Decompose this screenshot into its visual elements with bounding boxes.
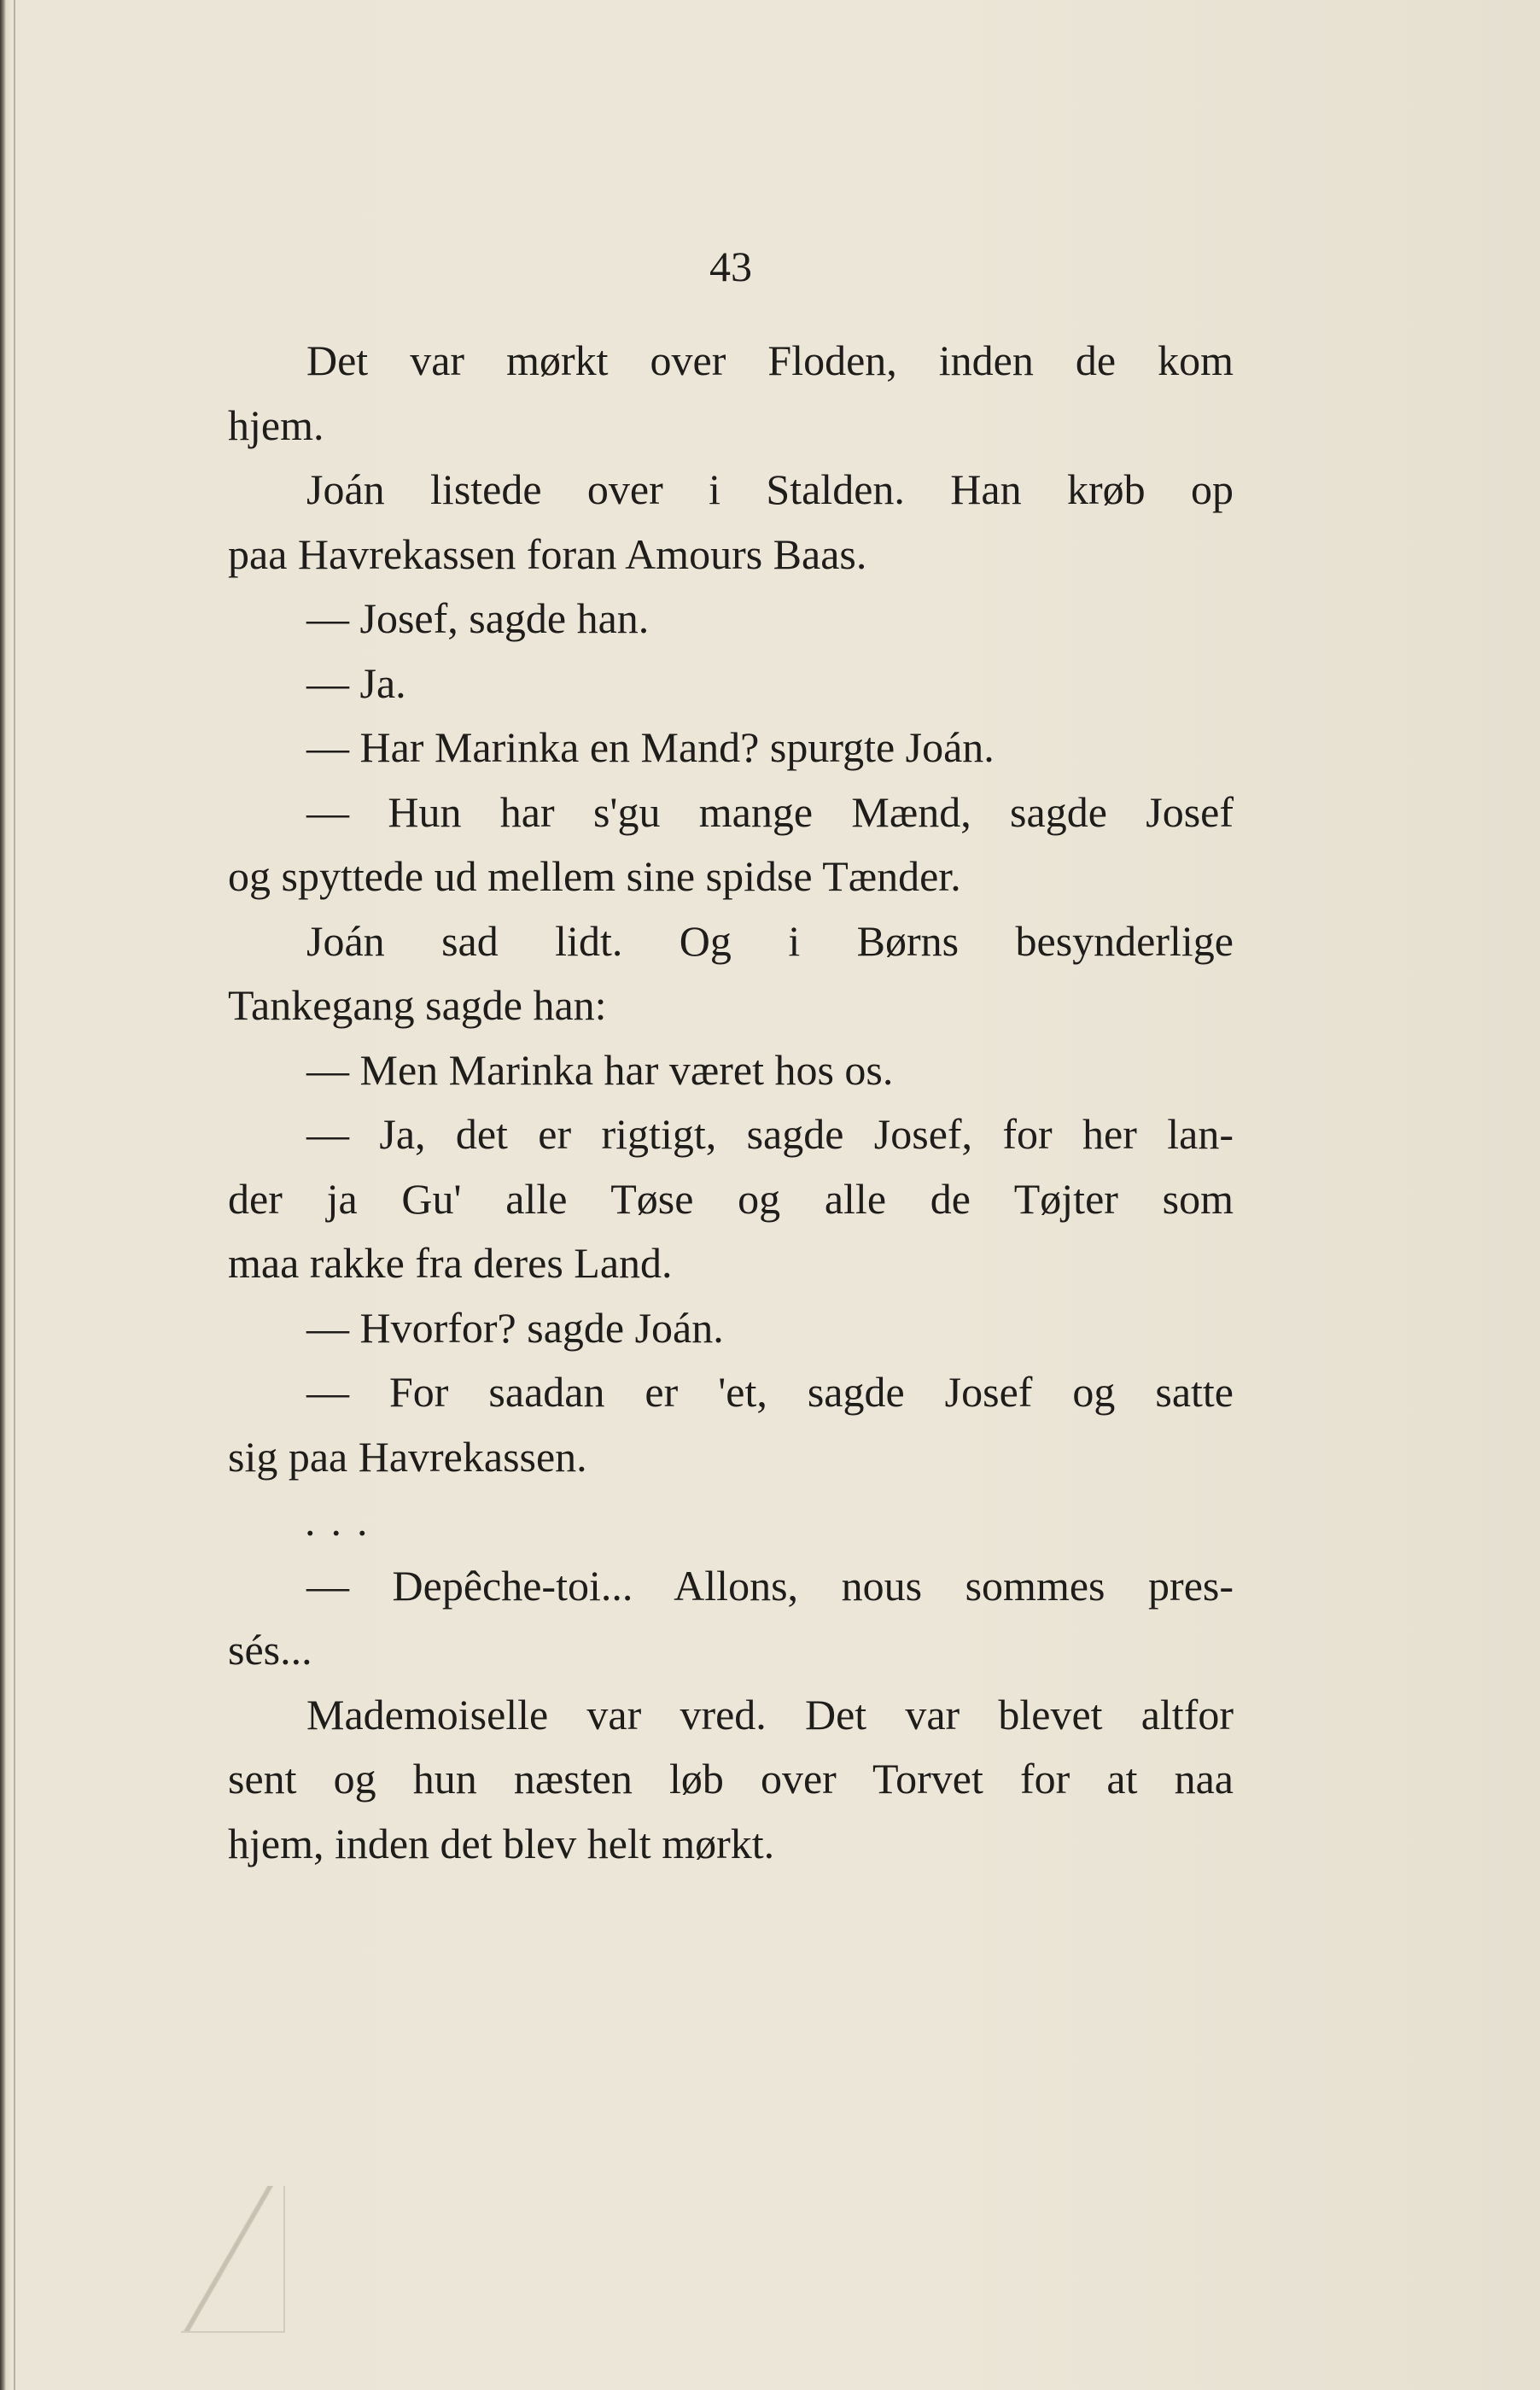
- text-line: — Josef, sagde han.: [306, 594, 650, 642]
- text-line: hjem, inden det blev helt mørkt.: [228, 1819, 775, 1867]
- text-line: — Hun har s'gu mange Mænd, sagde Josef: [306, 787, 1234, 836]
- text-line: — Ja.: [306, 658, 406, 707]
- section-break-dots: ...: [305, 1497, 383, 1545]
- text-line: paa Havrekassen foran Amours Baas.: [228, 529, 867, 578]
- text-line: sig paa Havrekassen.: [228, 1432, 587, 1481]
- text-line: og spyttede ud mellem sine spidse Tænder.: [228, 852, 961, 900]
- text-line: maa rakke fra deres Land.: [228, 1239, 673, 1287]
- text-line: hjem.: [228, 400, 324, 449]
- text-line: sent og hun næsten løb over Torvet for at naa: [228, 1755, 1234, 1803]
- binding-crease: [14, 0, 15, 2390]
- body-text: [228, 329, 1234, 1876]
- paper-tab-mark: [181, 2186, 285, 2333]
- binding-edge: [0, 0, 6, 2390]
- text-line: Joán sad lidt. Og i Børns besynderlige: [306, 916, 1234, 965]
- text-line: — Hvorfor? sagde Joán.: [306, 1303, 724, 1352]
- text-line: Mademoiselle var vred. Det var blevet altfor: [306, 1690, 1234, 1738]
- text-line: — Men Marinka har været hos os.: [306, 1045, 894, 1094]
- text-line: sés...: [228, 1626, 312, 1674]
- text-line: Det var mørkt over Floden, inden de kom: [306, 336, 1234, 384]
- page-number: 43: [709, 243, 752, 290]
- text-line: — Ja, det er rigtigt, sagde Josef, for her lan-: [306, 1110, 1234, 1158]
- text-line: Joán listede over i Stalden. Han krøb op: [306, 465, 1234, 513]
- text-line: — For saadan er 'et, sagde Josef og satte: [306, 1368, 1234, 1416]
- text-line: Tankegang sagde han:: [228, 981, 607, 1029]
- text-line: der ja Gu' alle Tøse og alle de Tøjter som: [228, 1174, 1234, 1223]
- text-line: — Har Marinka en Mand? spurgte Joán.: [306, 723, 995, 771]
- text-line: — Depêche-toi... Allons, nous sommes pres-: [306, 1561, 1234, 1610]
